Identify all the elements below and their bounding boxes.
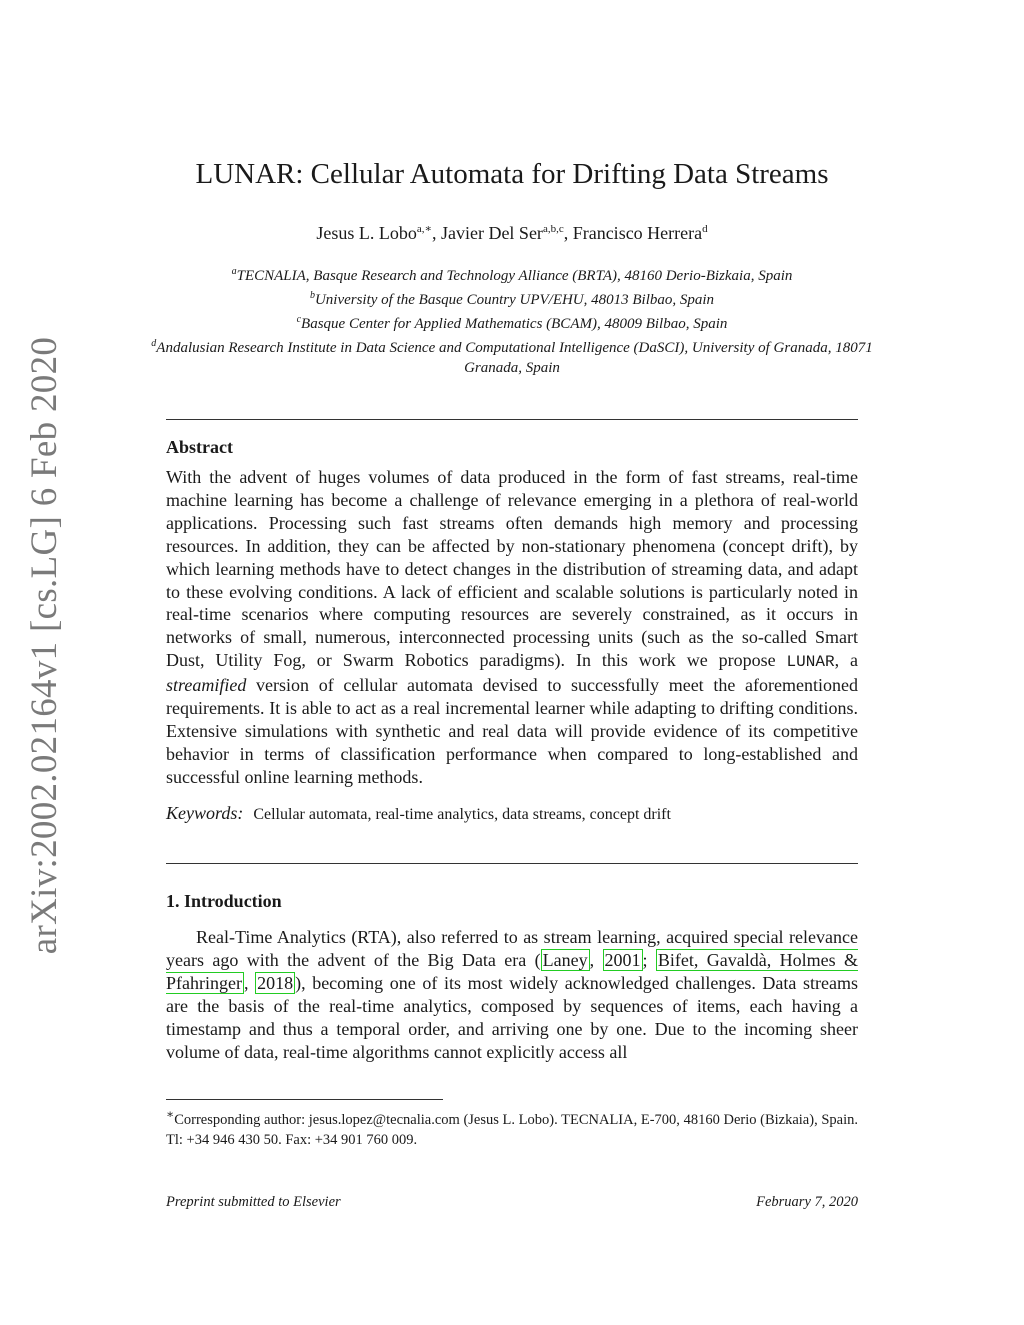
author-sup: d <box>702 223 708 235</box>
footnote <box>166 1104 858 1150</box>
citation-sep: , <box>589 949 603 970</box>
author-name: Jesus L. Lobo <box>316 223 417 243</box>
abstract-emphasis: streamified <box>166 675 247 696</box>
section-heading: 1. Introduction <box>166 891 282 911</box>
footnote-rule <box>166 1099 443 1100</box>
citation-link[interactable]: 2001 <box>604 949 641 970</box>
affiliation <box>150 286 874 310</box>
author-name: Javier Del Ser <box>440 223 543 243</box>
affiliation <box>150 334 874 378</box>
affiliation-mark: b <box>309 290 315 301</box>
citation-link[interactable]: Laney <box>542 949 588 970</box>
affiliation-mark: a <box>231 266 237 277</box>
author-sup: a,∗ <box>416 223 432 235</box>
affiliation-text: Andalusian Research Institute in Data Science and Computational Intelligence (DaSCI), University of Granada, 18071 Granada, Spain <box>156 340 873 376</box>
author-name: Francisco Herrera <box>572 223 703 243</box>
intro-paragraph <box>166 926 858 1063</box>
citation-link[interactable]: Bifet, Gavaldà, Holmes & Pfahringer <box>166 949 859 993</box>
citation-sep: , <box>243 972 256 993</box>
divider-bottom <box>166 863 858 864</box>
page-footer <box>166 1194 858 1211</box>
abstract-text: , a <box>834 650 858 671</box>
affiliations <box>150 262 874 378</box>
keywords-label: Keywords: <box>166 802 244 823</box>
author-sup: a,b,c <box>542 223 564 235</box>
affiliation-mark: d <box>151 338 157 349</box>
citation-sep: ; <box>642 949 656 970</box>
author-list: Jesus L. Lobo$^{a,∗}$, Javier Del Ser$^{a,b,c}$, Francisco Herrera$^d$ <box>316 223 708 243</box>
abstract-text: version of cellular automata devised to successfully meet the aforementioned requirements. It is able to act as a real incremental learner while adapting to drifting conditions. Extensive simulations with synthetic and real data will provide evidence of its competitive behavior in terms of classification performance when compared to long-established and successful online learning methods. <box>166 675 858 787</box>
footnote-mark: ∗ <box>166 1107 175 1121</box>
abstract-text: With the advent of huges volumes of data produced in the form of fast streams, real-time machine learning has become a challenge of relevance emerging in a plethora of real-world applications. Processing such fast streams often demands high memory and processing resources. In addition, they can be affected by non-stationary phenomena (concept drift), by which learning methods have to detect changes in the distribution of streaming data, and adapt to these evolving conditions. A lack of efficient and scalable solutions is particularly noted in real-time scenarios where computing resources are severely constrained, as it occurs in networks of small, numerous, interconnected processing units (such as the so-called Smart Dust, Utility Fog, or Swarm Robotics paradigms). In this work we propose <box>166 467 858 671</box>
footer-date: February 7, 2020 <box>756 1194 858 1210</box>
abstract-section <box>166 437 858 824</box>
keywords-text: Cellular automata, real-time analytics, data streams, concept drift <box>253 805 671 823</box>
abstract-heading: Abstract <box>166 437 233 457</box>
footer-journal: Preprint submitted to Elsevier <box>166 1194 341 1210</box>
intro-text: Real-Time Analytics (RTA), also referred to as stream learning, acquired special relevance years ago with the advent of the Big Data era ( <box>166 927 858 970</box>
method-name: LUNAR <box>786 653 835 672</box>
affiliation <box>150 310 874 334</box>
paper-title: LUNAR: Cellular Automata for Drifting Data Streams <box>195 158 829 190</box>
introduction-section <box>166 891 858 1063</box>
affiliation-text: TECNALIA, Basque Research and Technology Alliance (BRTA), 48160 Derio-Bizkaia, Spain <box>236 268 793 284</box>
footnote-text: Corresponding author: jesus.lopez@tecnalia.com (Jesus L. Lobo). TECNALIA, E-700, 48160 Derio (Bizkaia), Spain. Tl: +34 946 430 50. Fax: +34 901 760 009. <box>166 1111 858 1148</box>
affiliation-text: Basque Center for Applied Mathematics (BCAM), 48009 Bilbao, Spain <box>301 316 728 332</box>
arxiv-stamp <box>12 336 78 954</box>
affiliation-mark: c <box>296 314 302 325</box>
abstract-body <box>166 466 858 789</box>
arxiv-id: arXiv:2002.02164v1 [cs.LG] 6 Feb 2020 <box>24 336 66 954</box>
divider-top <box>166 419 858 420</box>
citation-link[interactable]: 2018 <box>257 972 294 993</box>
intro-text: ), becoming one of its most widely acknowledged challenges. Data streams are the basis of the real-time analytics, composed by sequences of items, each having a timestamp and thus a temporal order, and arriving one by one. Due to the incoming sheer volume of data, real-time algorithms cannot explicitly access all <box>166 972 858 1062</box>
affiliation <box>150 262 874 286</box>
affiliation-text: University of the Basque Country UPV/EHU, 48013 Bilbao, Spain <box>314 292 715 308</box>
keywords <box>166 803 858 824</box>
